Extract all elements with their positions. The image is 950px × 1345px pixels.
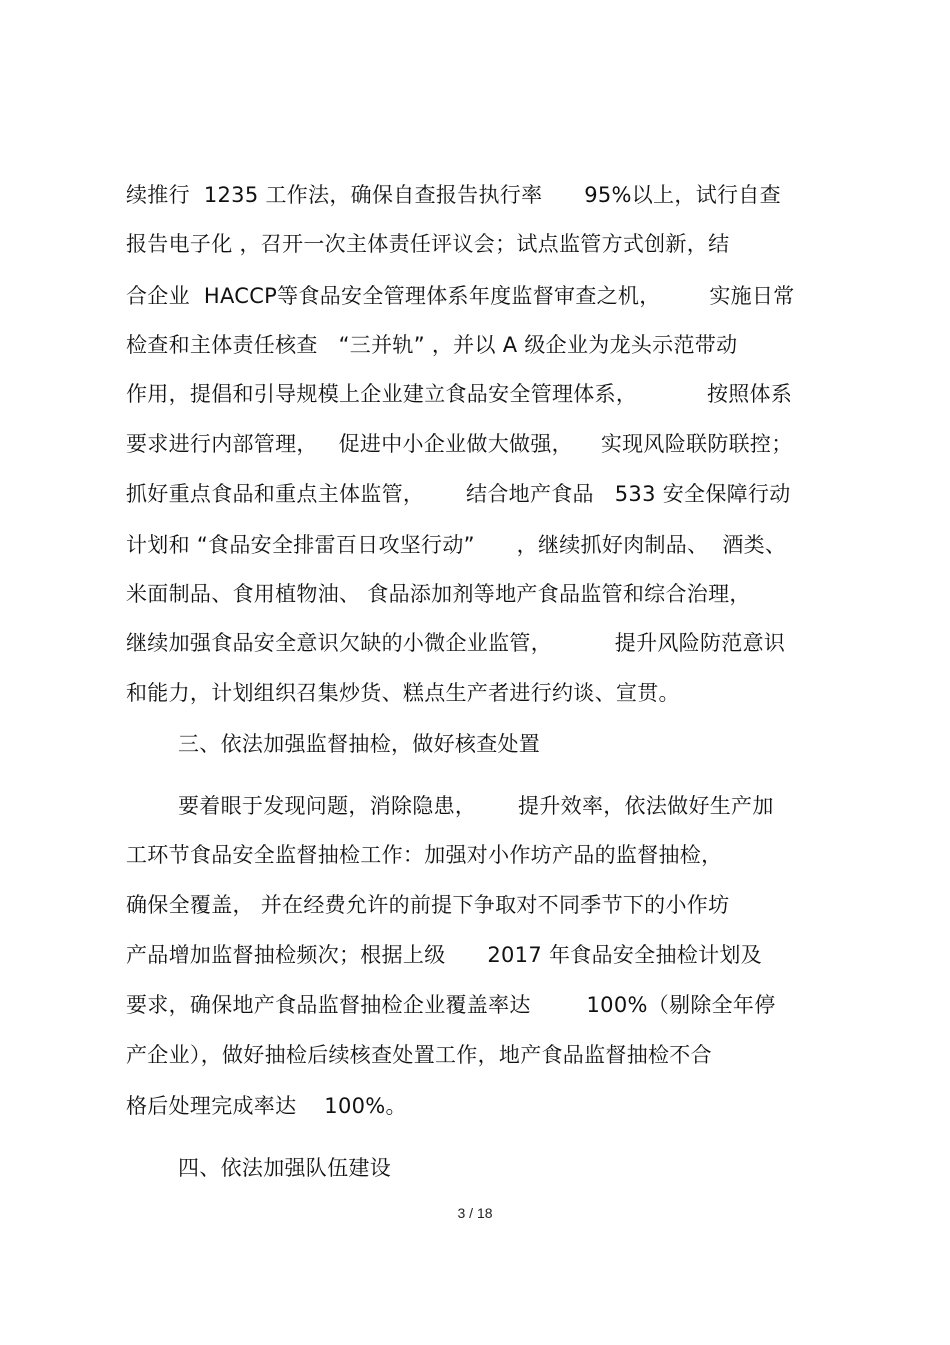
body-line-9: 米面制品、食用植物油、 食品添加剂等地产食品监管和综合治理， bbox=[126, 582, 751, 606]
body-line-5: 作用，提倡和引导规模上企业建立食品安全管理体系， 按照体系 bbox=[126, 382, 793, 406]
page-number: 3 / 18 bbox=[457, 1205, 493, 1221]
section-3-line-4: 产品增加监督抽检频次；根据上级 2017 年食品安全抽检计划及 bbox=[126, 943, 762, 967]
section-3-line-2: 工环节食品安全监督抽检工作：加强对小作坊产品的监督抽检， bbox=[126, 843, 723, 867]
section-3-line-3: 确保全覆盖， 并在经费允许的前提下争取对不同季节下的小作坊 bbox=[126, 893, 730, 917]
body-line-4: 检查和主体责任核查 “三并轨” ，并以 A 级企业为龙头示范带动 bbox=[126, 333, 738, 357]
body-line-8: 计划和 “食品安全排雷百日攻坚行动” ，继续抓好肉制品、 酒类、 bbox=[126, 533, 787, 557]
section-3-heading: 三、依法加强监督抽检，做好核查处置 bbox=[178, 732, 541, 756]
section-3-line-1: 要着眼于发现问题，消除隐患， 提升效率，依法做好生产加 bbox=[178, 794, 774, 818]
body-line-7: 抓好重点食品和重点主体监管， 结合地产食品 533 安全保障行动 bbox=[126, 482, 791, 506]
body-line-6: 要求进行内部管理， 促进中小企业做大做强， 实现风险联防联控； bbox=[126, 432, 793, 456]
body-line-1: 续推行 1235 工作法，确保自查报告执行率 95%以上，试行自查 bbox=[126, 183, 781, 207]
body-line-10: 继续加强食品安全意识欠缺的小微企业监管， 提升风险防范意识 bbox=[126, 631, 786, 655]
section-3-line-6: 产企业），做好抽检后续核查处置工作，地产食品监督抽检不合 bbox=[126, 1043, 712, 1067]
section-3-line-5: 要求，确保地产食品监督抽检企业覆盖率达 100%（剔除全年停 bbox=[126, 993, 776, 1017]
section-3-line-7: 格后处理完成率达 100%。 bbox=[126, 1094, 407, 1118]
body-line-3: 合企业 HACCP等食品安全管理体系年度监督审查之机， 实施日常 bbox=[126, 284, 795, 308]
body-line-2: 报告电子化 ，召开一次主体责任评议会；试点监管方式创新，结 bbox=[126, 232, 730, 256]
body-line-11: 和能力，计划组织召集炒货、糕点生产者进行约谈、宣贯。 bbox=[126, 681, 680, 705]
section-4-heading: 四、依法加强队伍建设 bbox=[178, 1156, 391, 1180]
